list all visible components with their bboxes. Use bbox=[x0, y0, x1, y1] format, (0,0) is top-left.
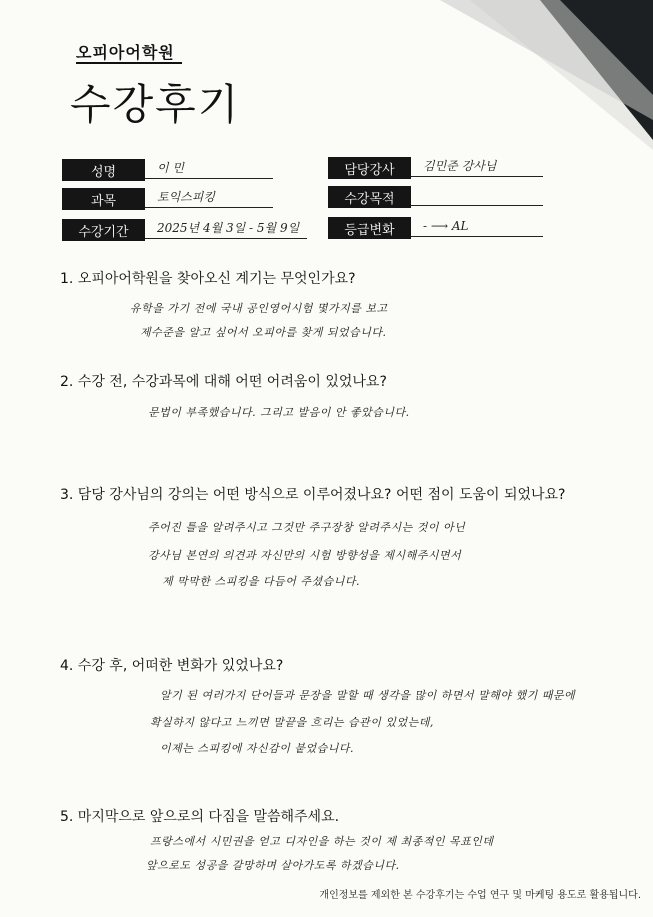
label-grade-change: 등급변화 bbox=[328, 217, 411, 239]
label-instructor: 담당강사 bbox=[328, 157, 411, 179]
label-purpose: 수강목적 bbox=[328, 186, 411, 208]
academy-underline bbox=[76, 62, 182, 64]
value-purpose bbox=[411, 184, 543, 206]
label-name: 성명 bbox=[62, 159, 145, 181]
question-1: 1. 오피아어학원을 찾아오신 계기는 무엇인가요? bbox=[60, 271, 356, 287]
label-course: 과목 bbox=[62, 188, 145, 210]
answer-1-line-2: 제수준을 알고 싶어서 오피아를 찾게 되었습니다. bbox=[140, 326, 387, 339]
value-course: 토익스피킹 bbox=[145, 186, 273, 208]
academy-name: 오피아어학원 bbox=[76, 43, 175, 62]
answer-5-line-2: 앞으로도 성공을 갈망하며 살아가도록 하겠습니다. bbox=[146, 859, 400, 872]
answer-5-line-1: 프랑스에서 시민권을 얻고 디자인을 하는 것이 제 최종적인 목표인데 bbox=[150, 835, 494, 848]
value-instructor: 김민준 강사님 bbox=[411, 155, 543, 177]
footer-notice: 개인정보를 제외한 본 수강후기는 수업 연구 및 마케팅 용도로 활용됩니다. bbox=[319, 890, 641, 901]
value-grade-change: - ⟶ AL bbox=[411, 215, 543, 237]
page-title: 수강후기 bbox=[70, 80, 241, 129]
question-3: 3. 담당 강사님의 강의는 어떤 방식으로 이루어졌나요? 어떤 점이 도움이 되었나요? bbox=[60, 487, 566, 503]
answer-3-line-3: 제 막막한 스피킹을 다듬어 주셨습니다. bbox=[162, 575, 360, 588]
question-2: 2. 수강 전, 수강과목에 대해 어떤 어려움이 있었나요? bbox=[60, 374, 387, 390]
answer-4-line-1: 알기 된 여러가지 단어들과 문장을 말할 때 생각을 많이 하면서 말해야 했기 때문에 bbox=[160, 689, 576, 702]
answer-4-line-3: 이제는 스피킹에 자신감이 붙었습니다. bbox=[160, 742, 355, 755]
answer-3-line-2: 강사님 본연의 의견과 자신만의 시험 방향성을 제시해주시면서 bbox=[148, 549, 462, 562]
answer-2-line-1: 문법이 부족했습니다. 그리고 발음이 안 좋았습니다. bbox=[148, 406, 410, 419]
question-4: 4. 수강 후, 어떠한 변화가 있었나요? bbox=[60, 658, 284, 674]
value-name: 이 민 bbox=[145, 157, 273, 179]
question-5: 5. 마지막으로 앞으로의 다짐을 말씀해주세요. bbox=[60, 809, 340, 825]
answer-4-line-2: 확실하지 않다고 느끼면 말끝을 흐리는 습관이 있었는데, bbox=[150, 716, 434, 729]
value-period: 2025년 4월 3일 - 5월 9일 bbox=[145, 217, 307, 239]
answer-3-line-1: 주어진 틀을 알려주시고 그것만 주구장창 알려주시는 것이 아닌 bbox=[148, 521, 466, 534]
label-period: 수강기간 bbox=[62, 219, 145, 241]
answer-1-line-1: 유학을 가기 전에 국내 공인영어시험 몇가지를 보고 bbox=[130, 302, 388, 315]
